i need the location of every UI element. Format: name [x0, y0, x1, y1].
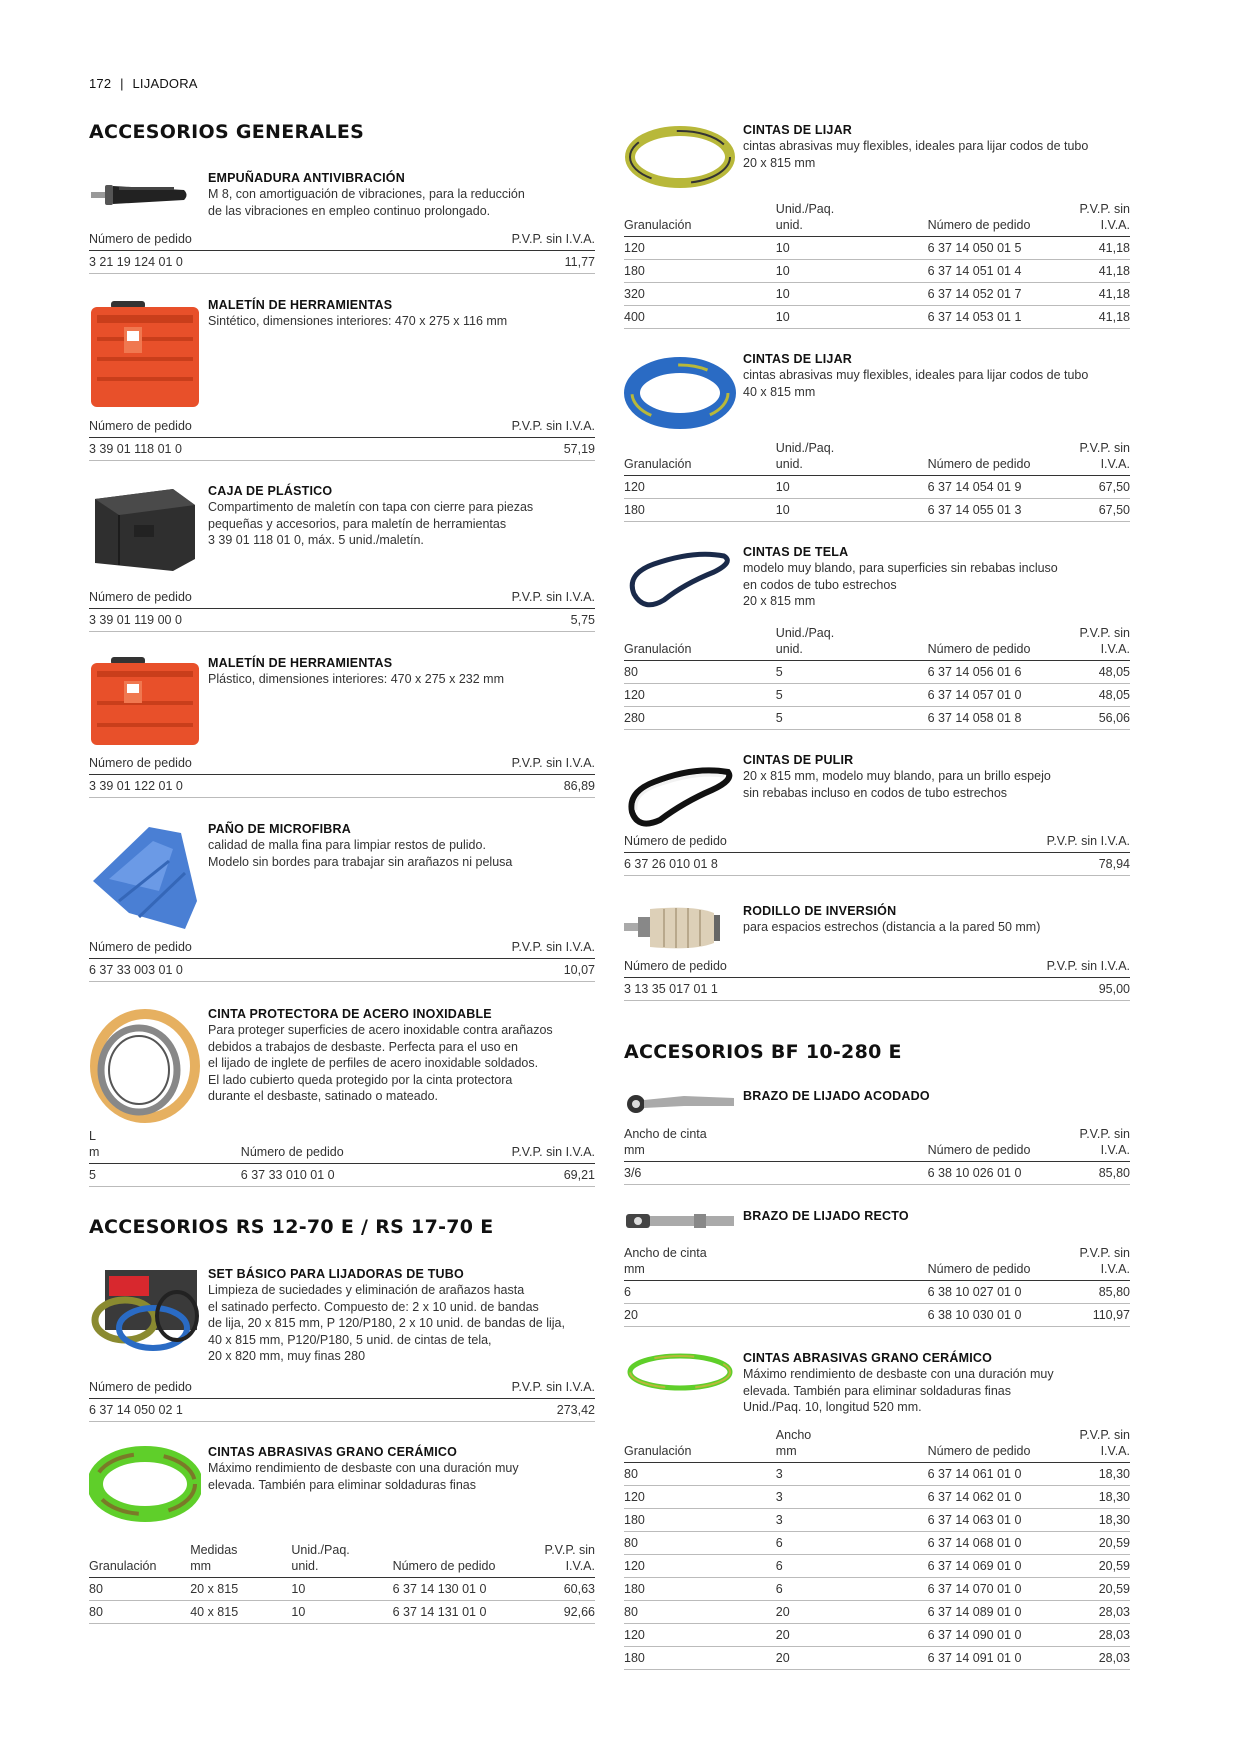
product-title: SET BÁSICO PARA LIJADORAS DE TUBO — [208, 1267, 464, 1281]
order-number: 6 37 26 010 01 8 — [624, 853, 928, 876]
price-header: P.V.P. sin I.V.A. — [393, 753, 595, 775]
order-table-cintas-lijar-20 — [624, 199, 1130, 329]
ceramic-belt-image — [89, 1444, 201, 1524]
order-number: 6 38 10 027 01 0 — [928, 1281, 1049, 1304]
ancho-value: 20 — [624, 1304, 928, 1327]
product-description: Máximo rendimiento de desbaste con una duración muy elevada. También para eliminar soldaduras finas — [208, 1461, 519, 1492]
order-number: 6 37 14 053 01 1 — [928, 306, 1049, 329]
order-number: 6 37 33 003 01 0 — [89, 959, 393, 982]
order-header: Número de pedido — [241, 1126, 393, 1164]
unid-value: 10 — [776, 237, 928, 260]
length-value: 5 — [89, 1164, 241, 1187]
price-header: P.V.P. sin I.V.A. — [393, 416, 595, 438]
page-header — [89, 76, 198, 91]
price: 85,80 — [1049, 1162, 1130, 1185]
table-row — [624, 1555, 1130, 1578]
order-header: Número de pedido — [89, 416, 393, 438]
gran-value: 180 — [624, 1509, 776, 1532]
unid-value: 10 — [776, 283, 928, 306]
price-header: P.V.P. sin I.V.A. — [1049, 1243, 1130, 1281]
order-number: 6 37 14 090 01 0 — [928, 1624, 1049, 1647]
table-row — [624, 1463, 1130, 1486]
order-number: 6 37 14 062 01 0 — [928, 1486, 1049, 1509]
order-number: 3 39 01 118 01 0 — [89, 438, 393, 461]
price-header: P.V.P. sin I.V.A. — [1049, 1124, 1130, 1162]
unid-header: Unid./Paq. unid. — [776, 438, 928, 476]
price: 5,75 — [393, 609, 595, 632]
price: 69,21 — [393, 1164, 595, 1187]
unid-header: Unid./Paq. unid. — [291, 1540, 392, 1578]
gran-value: 80 — [624, 1532, 776, 1555]
unid-value: 10 — [291, 1601, 392, 1624]
product-title: MALETÍN DE HERRAMIENTAS — [208, 656, 393, 670]
product-description: Compartimento de maletín con tapa con cierre para piezas pequeñas y accesorios, para maletín de herramientas 3 39 01 118 01 0, máx. 5 unid./maletín. — [208, 500, 534, 547]
product-title: CINTA PROTECTORA DE ACERO INOXIDABLE — [208, 1007, 492, 1021]
table-row — [624, 853, 1130, 876]
price: 41,18 — [1049, 283, 1130, 306]
product-description: 20 x 815 mm, modelo muy blando, para un brillo espejo sin rebabas incluso en codos de tubo estrechos — [743, 769, 1051, 800]
gran-value: 120 — [624, 684, 776, 707]
medidas-header: Medidas mm — [190, 1540, 291, 1578]
table-row — [89, 775, 595, 798]
product-description: para espacios estrechos (distancia a la pared 50 mm) — [743, 920, 1041, 934]
order-table-maletin-plastico — [89, 753, 595, 798]
product-title: BRAZO DE LIJADO RECTO — [743, 1209, 909, 1223]
table-row — [89, 959, 595, 982]
table-row — [624, 1578, 1130, 1601]
product-description: Sintético, dimensiones interiores: 470 x 275 x 116 mm — [208, 314, 508, 328]
table-row — [624, 1162, 1130, 1185]
table-row — [624, 1509, 1130, 1532]
order-header: Número de pedido — [928, 199, 1049, 237]
product-description: calidad de malla fina para limpiar restos de pulido. Modelo sin bordes para trabajar sin arañazos ni pelusa — [208, 838, 513, 869]
order-header: Número de pedido — [89, 937, 393, 959]
angled-arm-image — [624, 1088, 736, 1118]
table-header-row — [624, 199, 1130, 237]
order-number: 6 37 14 050 02 1 — [89, 1399, 393, 1422]
protective-tape-image — [89, 1006, 201, 1126]
ancho-value: 20 — [776, 1647, 928, 1670]
ancho-value: 20 — [776, 1601, 928, 1624]
order-table-brazo-acodado — [624, 1124, 1130, 1185]
order-header: Número de pedido — [89, 229, 393, 251]
starter-set-image — [89, 1266, 201, 1356]
table-header-row — [89, 229, 595, 251]
ancho-header: Ancho mm — [776, 1425, 928, 1463]
price: 48,05 — [1049, 684, 1130, 707]
gran-header: Granulación — [89, 1540, 190, 1578]
price: 41,18 — [1049, 260, 1130, 283]
product-description: Para proteger superficies de acero inoxidable contra arañazos debidos a trabajos de desbaste. Perfecta para el uso en el lijado de inglete de perfiles de acero inoxidable soldados. El lado cubierto queda protegido por la cinta protectora durante el desbaste, satinado o mateado. — [208, 1023, 553, 1103]
table-row — [89, 1399, 595, 1422]
gran-value: 120 — [624, 476, 776, 499]
table-header-row — [624, 1243, 1130, 1281]
price: 78,94 — [928, 853, 1130, 876]
price: 110,97 — [1049, 1304, 1130, 1327]
product-title: CINTAS ABRASIVAS GRANO CERÁMICO — [743, 1351, 993, 1365]
gran-value: 80 — [624, 1463, 776, 1486]
ancho-value: 6 — [776, 1532, 928, 1555]
order-number: 6 37 14 061 01 0 — [928, 1463, 1049, 1486]
price-header: P.V.P. sin I.V.A. — [393, 1377, 595, 1399]
price: 67,50 — [1049, 499, 1130, 522]
order-number: 6 37 14 070 01 0 — [928, 1578, 1049, 1601]
price: 41,18 — [1049, 237, 1130, 260]
medidas-value: 40 x 815 — [190, 1601, 291, 1624]
price: 273,42 — [393, 1399, 595, 1422]
gran-value: 120 — [624, 1486, 776, 1509]
price: 28,03 — [1049, 1624, 1130, 1647]
price-header: P.V.P. sin I.V.A. — [1049, 1425, 1130, 1463]
gran-header: Granulación — [624, 199, 776, 237]
order-table-empunadura — [89, 229, 595, 274]
order-number: 6 37 14 131 01 0 — [393, 1601, 514, 1624]
product-title: CINTAS DE PULIR — [743, 753, 854, 767]
order-header: Número de pedido — [89, 753, 393, 775]
price: 20,59 — [1049, 1578, 1130, 1601]
order-header: Número de pedido — [928, 1243, 1049, 1281]
product-description: modelo muy blando, para superficies sin rebabas incluso en codos de tubo estrechos 20 x 815 mm — [743, 561, 1058, 608]
order-number: 6 37 33 010 01 0 — [241, 1164, 393, 1187]
table-header-row — [624, 623, 1130, 661]
order-number: 3 21 19 124 01 0 — [89, 251, 393, 274]
cloth-belt-image — [624, 544, 736, 614]
ancho-value: 3 — [776, 1486, 928, 1509]
header-separator: | — [120, 76, 124, 91]
price: 48,05 — [1049, 661, 1130, 684]
table-row — [624, 1601, 1130, 1624]
table-row — [624, 260, 1130, 283]
order-table-brazo-recto — [624, 1243, 1130, 1327]
gran-value: 180 — [624, 1578, 776, 1601]
order-header: Número de pedido — [393, 1540, 514, 1578]
table-row — [624, 1304, 1130, 1327]
gran-value: 180 — [624, 499, 776, 522]
gran-header: Granulación — [624, 438, 776, 476]
table-row — [89, 251, 595, 274]
product-title: CINTAS DE LIJAR — [743, 123, 853, 137]
length-header: L m — [89, 1126, 241, 1164]
ancho-value: 20 — [776, 1624, 928, 1647]
gran-header: Granulación — [624, 1425, 776, 1463]
microfiber-cloth-image — [89, 821, 201, 933]
price: 28,03 — [1049, 1601, 1130, 1624]
price-header: P.V.P. sin I.V.A. — [514, 1540, 595, 1578]
table-row — [624, 283, 1130, 306]
plastic-box-image — [89, 483, 201, 575]
price-header: P.V.P. sin I.V.A. — [393, 1126, 595, 1164]
table-header-row — [89, 1377, 595, 1399]
price: 56,06 — [1049, 707, 1130, 730]
table-row — [624, 499, 1130, 522]
unid-value: 10 — [776, 476, 928, 499]
price: 10,07 — [393, 959, 595, 982]
order-header: Número de pedido — [928, 1124, 1049, 1162]
straight-arm-image — [624, 1208, 736, 1234]
unid-value: 10 — [776, 499, 928, 522]
gran-value: 180 — [624, 1647, 776, 1670]
section-title-rs: ACCESORIOS RS 12-70 E / RS 17-70 E — [89, 1216, 494, 1238]
order-number: 6 37 14 054 01 9 — [928, 476, 1049, 499]
table-header-row — [624, 831, 1130, 853]
table-header-row — [89, 937, 595, 959]
unid-value: 10 — [776, 306, 928, 329]
product-title: RODILLO DE INVERSIÓN — [743, 904, 897, 918]
price: 20,59 — [1049, 1555, 1130, 1578]
price-header: P.V.P. sin I.V.A. — [928, 956, 1130, 978]
unid-header: Unid./Paq. unid. — [776, 199, 928, 237]
ancho-header: Ancho de cinta mm — [624, 1124, 928, 1162]
price: 11,77 — [393, 251, 595, 274]
price: 92,66 — [514, 1601, 595, 1624]
unid-value: 5 — [776, 661, 928, 684]
order-header: Número de pedido — [624, 831, 928, 853]
price: 95,00 — [928, 978, 1130, 1001]
unid-value: 5 — [776, 707, 928, 730]
ancho-value: 3 — [776, 1509, 928, 1532]
sanding-belt-image — [624, 122, 736, 192]
order-number: 6 37 14 056 01 6 — [928, 661, 1049, 684]
order-number: 6 37 14 057 01 0 — [928, 684, 1049, 707]
product-title: PAÑO DE MICROFIBRA — [208, 822, 351, 836]
ancho-value: 3/6 — [624, 1162, 928, 1185]
gran-value: 120 — [624, 1555, 776, 1578]
order-header: Número de pedido — [89, 1377, 393, 1399]
table-row — [624, 1532, 1130, 1555]
table-row — [89, 1578, 595, 1601]
order-number: 6 37 14 052 01 7 — [928, 283, 1049, 306]
order-number: 6 38 10 030 01 0 — [928, 1304, 1049, 1327]
ancho-header: Ancho de cinta mm — [624, 1243, 928, 1281]
polishing-belt-image — [624, 752, 736, 832]
product-title: BRAZO DE LIJADO ACODADO — [743, 1089, 930, 1103]
price-header: P.V.P. sin I.V.A. — [393, 937, 595, 959]
product-title: CINTAS DE LIJAR — [743, 352, 853, 366]
order-number: 6 37 14 068 01 0 — [928, 1532, 1049, 1555]
unid-value: 10 — [776, 260, 928, 283]
table-row — [624, 1624, 1130, 1647]
table-header-row — [89, 753, 595, 775]
order-number: 6 37 14 089 01 0 — [928, 1601, 1049, 1624]
order-number: 6 37 14 058 01 8 — [928, 707, 1049, 730]
product-title: EMPUÑADURA ANTIVIBRACIÓN — [208, 171, 405, 185]
table-row — [624, 1647, 1130, 1670]
table-header-row — [89, 416, 595, 438]
page-number: 172 — [89, 76, 112, 91]
roller-image — [624, 903, 736, 953]
ancho-value: 6 — [776, 1555, 928, 1578]
order-table-caja-plastico — [89, 587, 595, 632]
order-table-ceramico-bf — [624, 1425, 1130, 1670]
order-number: 3 13 35 017 01 1 — [624, 978, 928, 1001]
header-section: LIJADORA — [132, 76, 198, 91]
section-title-generales: ACCESORIOS GENERALES — [89, 121, 365, 143]
price: 57,19 — [393, 438, 595, 461]
table-header-row — [624, 956, 1130, 978]
product-title: CINTAS ABRASIVAS GRANO CERÁMICO — [208, 1445, 458, 1459]
ancho-value: 6 — [776, 1578, 928, 1601]
order-header: Número de pedido — [928, 438, 1049, 476]
price: 60,63 — [514, 1578, 595, 1601]
gran-value: 280 — [624, 707, 776, 730]
table-header-row — [89, 1126, 595, 1164]
gran-value: 80 — [89, 1578, 190, 1601]
ancho-value: 3 — [776, 1463, 928, 1486]
product-description: M 8, con amortiguación de vibraciones, para la reducción de las vibraciones en empleo continuo prolongado. — [208, 187, 525, 218]
table-row — [624, 684, 1130, 707]
order-number: 6 37 14 130 01 0 — [393, 1578, 514, 1601]
blue-sanding-belt-image — [624, 351, 736, 431]
order-table-set-basico — [89, 1377, 595, 1422]
order-number: 6 38 10 026 01 0 — [928, 1162, 1049, 1185]
ancho-value: 6 — [624, 1281, 928, 1304]
order-table-cintas-pulir — [624, 831, 1130, 876]
table-row — [624, 306, 1130, 329]
orange-case-image — [89, 297, 201, 409]
price: 18,30 — [1049, 1509, 1130, 1532]
section-title-bf: ACCESORIOS BF 10-280 E — [624, 1041, 902, 1063]
product-title: CAJA DE PLÁSTICO — [208, 484, 333, 498]
price: 86,89 — [393, 775, 595, 798]
order-number: 6 37 14 063 01 0 — [928, 1509, 1049, 1532]
price-header: P.V.P. sin I.V.A. — [1049, 623, 1130, 661]
price: 20,59 — [1049, 1532, 1130, 1555]
product-title: MALETÍN DE HERRAMIENTAS — [208, 298, 393, 312]
orange-case-image — [89, 655, 201, 747]
price: 28,03 — [1049, 1647, 1130, 1670]
order-table-cintas-lijar-40 — [624, 438, 1130, 522]
table-header-row — [89, 1540, 595, 1578]
table-row — [89, 1601, 595, 1624]
order-number: 6 37 14 051 01 4 — [928, 260, 1049, 283]
gran-value: 400 — [624, 306, 776, 329]
order-number: 6 37 14 069 01 0 — [928, 1555, 1049, 1578]
order-number: 3 39 01 122 01 0 — [89, 775, 393, 798]
table-row — [624, 1486, 1130, 1509]
table-header-row — [89, 587, 595, 609]
table-row — [624, 237, 1130, 260]
price: 67,50 — [1049, 476, 1130, 499]
ceramic-belt-image — [624, 1350, 736, 1394]
order-header: Número de pedido — [928, 623, 1049, 661]
table-row — [89, 609, 595, 632]
order-header: Número de pedido — [89, 587, 393, 609]
order-table-ceramico-rs — [89, 1540, 595, 1624]
price-header: P.V.P. sin I.V.A. — [928, 831, 1130, 853]
product-description: Plástico, dimensiones interiores: 470 x 275 x 232 mm — [208, 672, 504, 686]
order-number: 6 37 14 055 01 3 — [928, 499, 1049, 522]
product-title: CINTAS DE TELA — [743, 545, 849, 559]
gran-value: 180 — [624, 260, 776, 283]
table-row — [624, 476, 1130, 499]
table-header-row — [624, 1124, 1130, 1162]
order-number: 6 37 14 050 01 5 — [928, 237, 1049, 260]
medidas-value: 20 x 815 — [190, 1578, 291, 1601]
gran-value: 120 — [624, 237, 776, 260]
unid-value: 10 — [291, 1578, 392, 1601]
table-row — [624, 978, 1130, 1001]
product-description: cintas abrasivas muy flexibles, ideales para lijar codos de tubo 20 x 815 mm — [743, 139, 1089, 170]
order-table-maletin-sintetico — [89, 416, 595, 461]
grip-handle-image — [89, 170, 201, 226]
product-description: cintas abrasivas muy flexibles, ideales para lijar codos de tubo 40 x 815 mm — [743, 368, 1089, 399]
order-table-cintas-tela — [624, 623, 1130, 730]
price: 41,18 — [1049, 306, 1130, 329]
order-number: 3 39 01 119 00 0 — [89, 609, 393, 632]
order-header: Número de pedido — [928, 1425, 1049, 1463]
unid-header: Unid./Paq. unid. — [776, 623, 928, 661]
order-table-pano — [89, 937, 595, 982]
order-number: 6 37 14 091 01 0 — [928, 1647, 1049, 1670]
gran-header: Granulación — [624, 623, 776, 661]
order-table-rodillo — [624, 956, 1130, 1001]
product-description: Máximo rendimiento de desbaste con una duración muy elevada. También para eliminar soldaduras finas Unid./Paq. 10, longitud 520 mm. — [743, 1367, 1054, 1414]
table-row — [89, 438, 595, 461]
gran-value: 80 — [624, 661, 776, 684]
price: 18,30 — [1049, 1486, 1130, 1509]
order-table-cinta-protectora — [89, 1126, 595, 1187]
product-description: Limpieza de suciedades y eliminación de arañazos hasta el satinado perfecto. Compuesto de: 2 x 10 unid. de bandas de lija, 20 x 815 mm, P 120/P180, 2 x 10 unid. de bandas de lija, 40 x 815 mm, P120/P180, 5 unid. de cintas de tela, 20 x 820 mm, muy finas 280 — [208, 1283, 565, 1363]
gran-value: 80 — [624, 1601, 776, 1624]
unid-value: 5 — [776, 684, 928, 707]
table-row — [89, 1164, 595, 1187]
gran-value: 320 — [624, 283, 776, 306]
price: 18,30 — [1049, 1463, 1130, 1486]
table-header-row — [624, 438, 1130, 476]
table-row — [624, 707, 1130, 730]
table-row — [624, 661, 1130, 684]
price-header: P.V.P. sin I.V.A. — [1049, 438, 1130, 476]
price-header: P.V.P. sin I.V.A. — [1049, 199, 1130, 237]
gran-value: 80 — [89, 1601, 190, 1624]
table-row — [624, 1281, 1130, 1304]
price: 85,80 — [1049, 1281, 1130, 1304]
price-header: P.V.P. sin I.V.A. — [393, 587, 595, 609]
gran-value: 120 — [624, 1624, 776, 1647]
order-header: Número de pedido — [624, 956, 928, 978]
table-header-row — [624, 1425, 1130, 1463]
price-header: P.V.P. sin I.V.A. — [393, 229, 595, 251]
